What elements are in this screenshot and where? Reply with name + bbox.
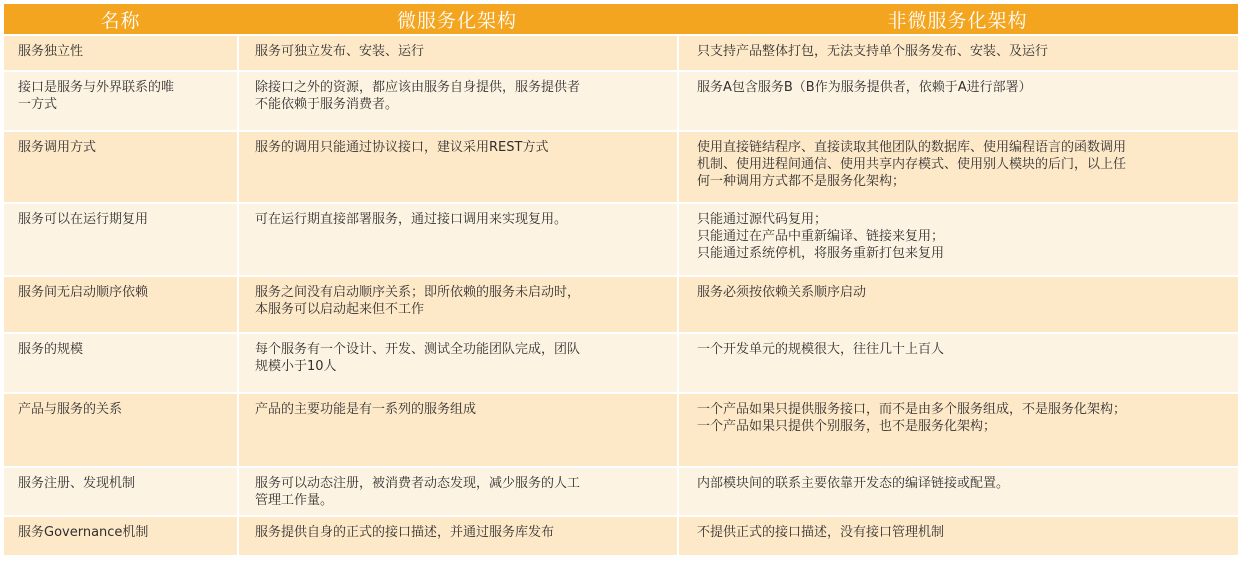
row-micro: 服务可以动态注册，被消费者动态发现，减少服务的人工 管理工作量。 xyxy=(237,468,677,515)
row-non-micro: 只能通过源代码复用； 只能通过在产品中重新编译、链接来复用； 只能通过系统停机，将服务重新打包来复用 xyxy=(677,204,1238,275)
row-non-micro: 只支持产品整体打包，无法支持单个服务发布、安装、及运行 xyxy=(677,36,1238,70)
row-non-micro: 服务A包含服务B（B作为服务提供者，依赖于A进行部署） xyxy=(677,72,1238,130)
row-non-micro: 一个开发单元的规模很大，往往几十上百人 xyxy=(677,334,1238,392)
row-non-micro: 内部模块间的联系主要依靠开发态的编译链接或配置。 xyxy=(677,468,1238,515)
table-row xyxy=(4,515,1238,555)
table-row xyxy=(4,332,1238,392)
table-row xyxy=(4,466,1238,515)
row-name: 服务间无启动顺序依赖 xyxy=(4,277,237,332)
header-name: 名称 xyxy=(100,9,141,32)
table-row xyxy=(4,275,1238,332)
row-non-micro: 不提供正式的接口描述，没有接口管理机制 xyxy=(677,517,1238,555)
table-row xyxy=(4,130,1238,202)
header-microservice: 微服务化架构 xyxy=(396,9,517,32)
table-row xyxy=(4,392,1238,466)
row-name: 服务独立性 xyxy=(4,36,237,70)
row-name: 服务Governance机制 xyxy=(4,517,237,555)
row-micro: 服务的调用只能通过协议接口，建议采用REST方式 xyxy=(237,132,677,202)
row-micro: 产品的主要功能是有一系列的服务组成 xyxy=(237,394,677,466)
row-micro: 服务可独立发布、安装、运行 xyxy=(237,36,677,70)
row-name: 服务注册、发现机制 xyxy=(4,468,237,515)
table-row xyxy=(4,202,1238,275)
comparison-table xyxy=(4,4,1238,555)
row-micro: 每个服务有一个设计、开发、测试全功能团队完成，团队 规模小于10人 xyxy=(237,334,677,392)
row-micro: 服务之间没有启动顺序关系；即所依赖的服务未启动时， 本服务可以启动起来但不工作 xyxy=(237,277,677,332)
row-micro: 除接口之外的资源，都应该由服务自身提供，服务提供者 不能依赖于服务消费者。 xyxy=(237,72,677,130)
row-non-micro: 一个产品如果只提供服务接口，而不是由多个服务组成，不是服务化架构； 一个产品如果只提供个别服务，也不是服务化架构； xyxy=(677,394,1238,466)
row-name: 接口是服务与外界联系的唯 一方式 xyxy=(4,72,237,130)
row-name: 产品与服务的关系 xyxy=(4,394,237,466)
row-non-micro: 使用直接链结程序、直接读取其他团队的数据库、使用编程语言的函数调用 机制、使用进程间通信、使用共享内存模式、使用别人模块的后门，以上任 何一种调用方式都不是服务化架构； xyxy=(677,132,1238,202)
row-name: 服务调用方式 xyxy=(4,132,237,202)
row-non-micro: 服务必须按依赖关系顺序启动 xyxy=(677,277,1238,332)
table-header xyxy=(4,4,1238,34)
row-name: 服务可以在运行期复用 xyxy=(4,204,237,275)
header-non-microservice: 非微服务化架构 xyxy=(887,9,1028,32)
row-name: 服务的规模 xyxy=(4,334,237,392)
table-row xyxy=(4,70,1238,130)
row-micro: 可在运行期直接部署服务，通过接口调用来实现复用。 xyxy=(237,204,677,275)
table-row xyxy=(4,34,1238,70)
row-micro: 服务提供自身的正式的接口描述，并通过服务库发布 xyxy=(237,517,677,555)
